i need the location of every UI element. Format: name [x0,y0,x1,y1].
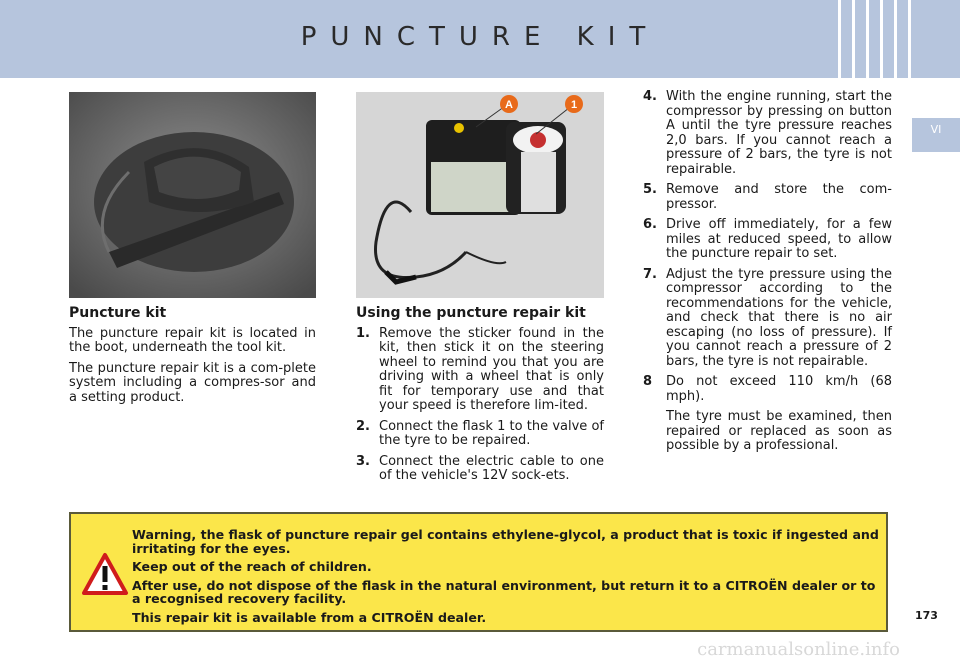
closing-text: The tyre must be examined, then repaired or replaced as soon as possible by a professional. [666,409,892,453]
warning-paragraph: Warning, the flask of puncture repair gel contains ethylene-glycol, a product that is toxic if ingested and irritating for the eyes. [132,527,879,556]
page-title: PUNCTURE KIT [300,22,660,52]
warning-paragraph: Keep out of the reach of children. [132,559,372,574]
paragraph: The puncture repair kit is a com-plete system including a compres-sor and a setting product. [69,360,316,405]
list-item [356,420,604,449]
step-text: With the engine running, start the compressor by pressing on button A until the tyre pressure reaches 2,0 bars. If you cannot reach a pressure of 2 bars, the tyre is not repairable. [666,89,892,177]
list-item [643,268,892,370]
callout-a-label: A [505,99,513,111]
list-item [643,375,892,404]
step-number: 2. [356,418,370,434]
step-number: 6. [643,217,657,232]
step-text: Connect the flask 1 to the valve of the tyre to be repaired. [379,418,604,448]
step-number: 3. [356,453,370,469]
chapter-tab[interactable] [912,118,960,152]
warning-box [69,512,888,632]
list-item [643,90,892,177]
chapter-tab-label: VI [930,123,942,136]
step-number: 5. [643,182,657,197]
step-text: Remove the sticker found in the kit, then stick it on the steering wheel to remind you that you are driving with a wheel that is only fit for temporary use and that your speed is therefore lim-ited. [379,325,604,413]
step-number: 1. [356,325,370,341]
list-item [643,183,892,212]
column-steps-continued [643,90,892,460]
warning-paragraph: After use, do not dispose of the flask in the natural environment, but return it to a CITROËN dealer or to a recognised recovery facility. [132,577,876,606]
step-text: Connect the electric cable to one of the vehicle's 12V sock-ets. [379,453,604,483]
callout-1-label: 1 [570,99,578,111]
paragraph: The puncture repair kit is located in the boot, underneath the tool kit. [69,325,316,355]
step-text: Drive off immediately, for a few miles at reduced speed, to allow the puncture repair to set. [666,217,892,261]
section-heading: Using the puncture repair kit [356,305,586,321]
step-text: Do not exceed 110 km/h (68 mph). [666,374,892,404]
list-item [643,218,892,262]
column-puncture-kit [69,306,316,411]
watermark: carmanualsonline.info [697,639,900,660]
section-heading: Puncture kit [69,305,167,321]
column-using-kit [356,306,604,490]
kit-photo-image [356,92,604,298]
boot-photo-image [69,92,316,298]
step-number: 4. [643,89,657,104]
list-item [356,455,604,484]
step-text: Adjust the tyre pressure using the compressor according to the recommendations for the vehicle, and check that there is no air escaping (no loss of pressure). If you cannot reach a pressure of 2 bars, the tyre is not repairable. [666,266,892,369]
kit-photo [356,92,604,298]
closing-note [643,410,892,454]
step-text: Remove and store the com-pressor. [666,182,892,212]
step-number: 8 [643,374,653,389]
warning-text [132,528,884,629]
warning-paragraph: This repair kit is available from a CITROËN dealer. [132,609,487,625]
boot-photo [69,92,316,298]
list-item [356,327,604,414]
page-number: 173 [915,609,938,622]
warning-triangle-icon [81,552,129,596]
step-number: 7. [643,266,657,282]
